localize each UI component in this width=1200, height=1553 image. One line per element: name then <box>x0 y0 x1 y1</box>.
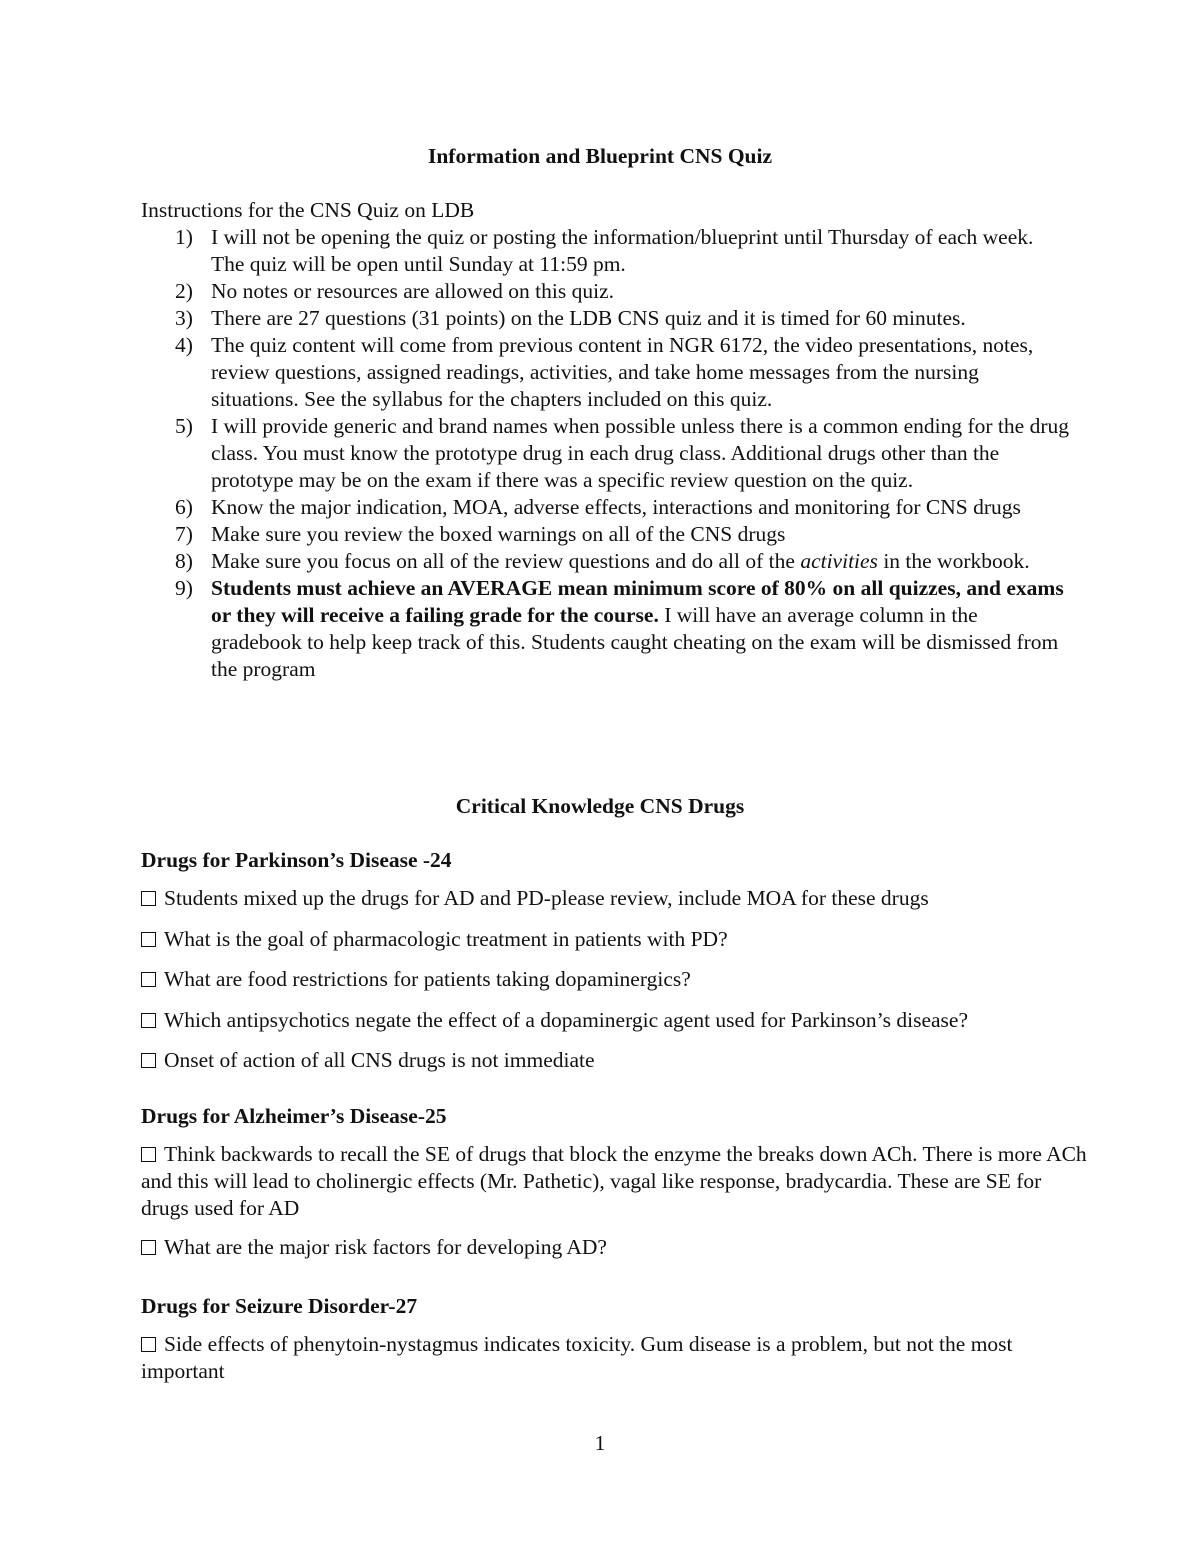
instruction-text-start: Make sure you focus on all of the review questions and do all of the <box>211 549 801 573</box>
instruction-item <box>141 521 1071 548</box>
instructions-intro: Instructions for the CNS Quiz on LDB <box>141 198 475 222</box>
checklist-item <box>141 885 1091 912</box>
instruction-item <box>141 278 1071 305</box>
instruction-text: I will not be opening the quiz or posting the information/blueprint until Thursday of each week. The quiz will be open until Sunday at 11:59 pm. <box>211 225 1034 276</box>
instruction-item <box>141 548 1071 575</box>
checklist-item <box>141 1141 1091 1222</box>
instruction-text: No notes or resources are allowed on this quiz. <box>211 279 615 303</box>
instruction-text: I will provide generic and brand names when possible unless there is a common ending for the drug class. You must know the prototype drug in each drug class. Additional drugs other than the prototype may be on the exam if there was a specific review question on the quiz. <box>211 414 1069 492</box>
instruction-number: 6) <box>175 495 193 519</box>
instruction-item <box>141 575 1071 683</box>
checkbox-icon <box>141 1337 156 1352</box>
page-number: 1 <box>594 1431 606 1455</box>
checklist-item <box>141 966 1091 993</box>
grading-policy-text: I will have an average column in the gradebook to help keep track of this. Students caught cheating on the exam will be dismissed from the program <box>211 603 1059 681</box>
checkbox-icon <box>141 972 156 987</box>
instruction-item <box>141 332 1071 413</box>
checklist-text: Side effects of phenytoin-nystagmus indicates toxicity. Gum disease is a problem, but not the most important <box>141 1332 1013 1383</box>
checklist-item <box>141 1047 1091 1074</box>
instruction-text-end: in the workbook. <box>877 549 1030 573</box>
section-alzheimers <box>141 1103 1091 1261</box>
section-heading: Drugs for Parkinson’s Disease -24 <box>141 848 452 872</box>
grading-policy-bold: Students must achieve an AVERAGE mean minimum score of 80% on all quizzes, and exams or they will receive a failing grade for the course. <box>211 576 1064 627</box>
instruction-text: The quiz content will come from previous content in NGR 6172, the video presentations, notes, review questions, assigned readings, activities, and take home messages from the nursing situations. See the syllabus for the chapters included on this quiz. <box>211 333 1034 411</box>
instruction-number: 4) <box>175 333 193 357</box>
checklist-text: Onset of action of all CNS drugs is not immediate <box>164 1048 595 1072</box>
instruction-number: 1) <box>175 225 193 249</box>
checklist-text: Students mixed up the drugs for AD and PD-please review, include MOA for these drugs <box>164 886 929 910</box>
checklist-text: What is the goal of pharmacologic treatment in patients with PD? <box>164 927 728 951</box>
checklist-item <box>141 1331 1091 1385</box>
instructions-list <box>141 224 1071 683</box>
instruction-number: 3) <box>175 306 193 330</box>
checklist-text: What are the major risk factors for developing AD? <box>164 1235 607 1259</box>
checklist-text: Think backwards to recall the SE of drugs that block the enzyme the breaks down ACh. There is more ACh and this will lead to cholinergic effects (Mr. Pathetic), vagal like response, bradycardia. These are SE for drugs used for AD <box>141 1142 1087 1220</box>
instruction-number: 9) <box>175 576 193 600</box>
instruction-item <box>141 413 1071 494</box>
checkbox-icon <box>141 1013 156 1028</box>
instruction-text: Make sure you review the boxed warnings on all of the CNS drugs <box>211 522 786 546</box>
instruction-number: 8) <box>175 549 193 573</box>
section-seizure <box>141 1293 1091 1385</box>
checkbox-icon <box>141 1053 156 1068</box>
checklist-text: What are food restrictions for patients taking dopaminergics? <box>164 967 691 991</box>
section-heading: Drugs for Seizure Disorder-27 <box>141 1294 418 1318</box>
checklist-item <box>141 1234 1091 1261</box>
checklist-item <box>141 926 1091 953</box>
instruction-number: 7) <box>175 522 193 546</box>
instruction-emphasis: activities <box>800 549 878 573</box>
instruction-item <box>141 494 1071 521</box>
instruction-item <box>141 305 1091 332</box>
instruction-number: 2) <box>175 279 193 303</box>
instruction-text: Know the major indication, MOA, adverse effects, interactions and monitoring for CNS drugs <box>211 495 1021 519</box>
document-title: Information and Blueprint CNS Quiz <box>427 144 773 168</box>
section-heading: Drugs for Alzheimer’s Disease-25 <box>141 1104 447 1128</box>
checkbox-icon <box>141 932 156 947</box>
checklist-item <box>141 1007 1091 1034</box>
instruction-number: 5) <box>175 414 193 438</box>
critical-knowledge-heading: Critical Knowledge CNS Drugs <box>455 794 745 818</box>
instruction-item <box>141 224 1071 278</box>
instruction-text: There are 27 questions (31 points) on the LDB CNS quiz and it is timed for 60 minutes. <box>211 306 966 330</box>
checkbox-icon <box>141 1147 156 1162</box>
checklist-text: Which antipsychotics negate the effect of a dopaminergic agent used for Parkinson’s disease? <box>164 1008 968 1032</box>
checkbox-icon <box>141 891 156 906</box>
checkbox-icon <box>141 1240 156 1255</box>
section-parkinsons <box>141 847 1091 1074</box>
